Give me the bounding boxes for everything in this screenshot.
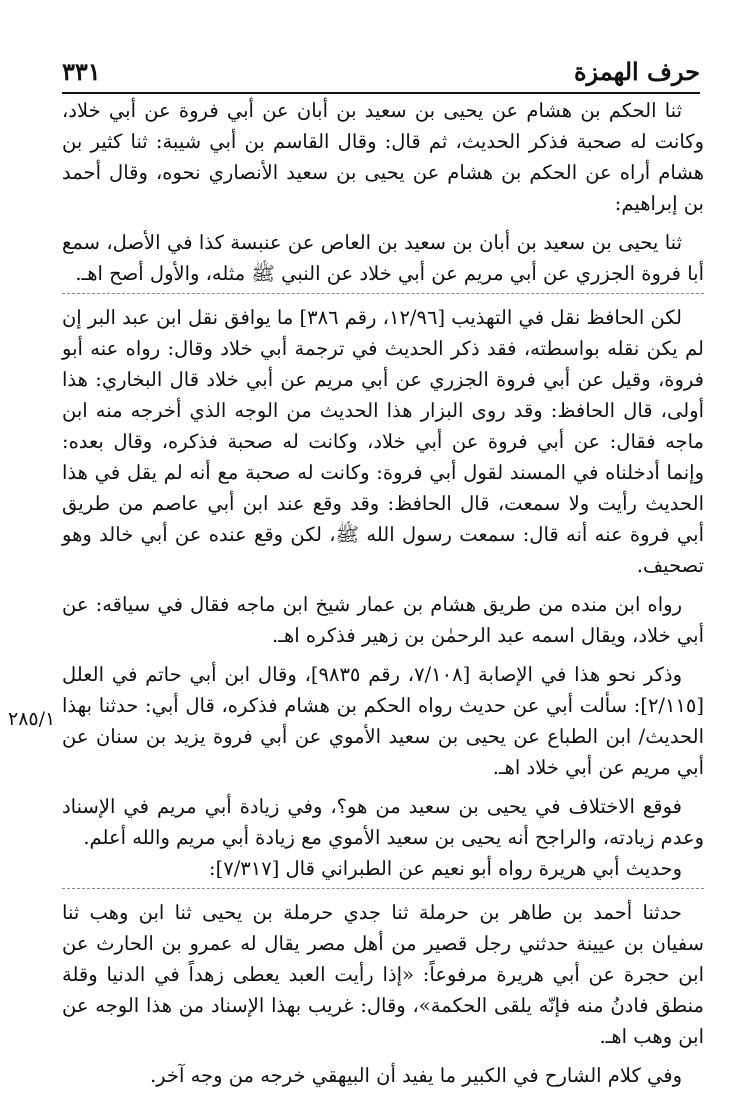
separator-rule — [62, 888, 704, 889]
chapter-title: حرف الهمزة — [573, 57, 700, 86]
page-number: ٣٣١ — [62, 57, 101, 86]
paragraph-2: ثنا يحيى بن سعيد بن أبان بن سعيد بن العاص عن عنبسة كذا في الأصل، سمع أبا فروة الجزري عن أبي مريم عن أبي خلاد عن النبي ﷺ مثله، والأول أصح اهـ. — [62, 231, 704, 285]
paragraph-3: لكن الحافظ نقل في التهذيب [١٢/٩٦، رقم ٣٨٦] ما يوافق نقل ابن عبد البر إن لم يكن نقله بواسطته، فقد ذكر الحديث في ترجمة أبي خلاد وقال: رواه عنه أبو فروة، وقيل عن أبي فروة الجزري عن أبي مريم عن أبي خلاد قال البخاري: هذا أولى، قال الحافظ: وقد روى البزار هذا الحديث من الوجه الذي أخرجه منه ابن ماجه فقال: عن أبي فروة عن أبي خلاد، وكانت له صحبة فذكره، وقال بعده: وإنما أدخلناه في المسند لقول أبي فروة: وكانت له صحبة مع أنه لم يقل في هذا الحديث رأيت ولا سمعت، قال الحافظ: وقد وقع عند ابن أبي عاصم من طريق أبي فروة عنه أنه قال: سمعت رسول الله ﷺ، لكن وقع عنده عن أبي خالد وهو تصحيف. — [61, 306, 704, 577]
paragraph-7: وحديث أبي هريرة رواه أبو نعيم عن الطبراني قال [٧/٣١٧]: — [209, 857, 682, 880]
page-body — [62, 95, 704, 1091]
paragraph-8: حدثنا أحمد بن طاهر بن حرملة ثنا جدي حرملة بن يحيى ثنا ابن وهب ثنا سفيان بن عيينة حدثني رجل قصير من أهل مصر يقال له عمرو بن الحارث عن ابن حجرة عن أبي هريرة مرفوعاً: «إذا رأيت العبد يعطى زهداً في الدنيا وقلة منطق فادنُ منه فإنّه يلقى الحكمة»، وقال: غريب بهذا الإسناد من هذا الوجه عن ابن وهب اهـ. — [62, 901, 704, 1048]
paragraph-9: وفي كلام الشارح في الكبير ما يفيد أن البيهقي خرجه من وجه آخر. — [149, 1064, 682, 1087]
paragraph-4: رواه ابن منده من طريق هشام بن عمار شيخ ابن ماجه فقال في سياقه: عن أبي خلاد، ويقال اسمه عبد الرحمٰن بن زهير فذكره اهـ. — [62, 593, 704, 647]
separator-rule — [62, 293, 704, 294]
page-header — [62, 46, 700, 94]
paragraph-1: ثنا الحكم بن هشام عن يحيى بن سعيد بن أبان عن أبي فروة عن أبي خلاد، وكانت له صحبة فذكر الحديث، ثم قال: وقال القاسم بن أبي شيبة: ثنا كثير بن هشام أراه عن الحكم بن هشام عن يحيى بن سعيد الأنصاري نحوه، وقال أحمد بن إبراهيم: — [62, 99, 704, 215]
paragraph-6: فوقع الاختلاف في يحيى بن سعيد من هو؟، وفي زيادة أبي مريم في الإسناد وعدم زيادته، والراجح أنه يحيى بن سعيد الأموي مع زيادة أبي مريم والله أعلم. — [62, 795, 704, 849]
margin-reference: ٢٨٥/١ — [8, 708, 56, 730]
paragraph-5: وذكر نحو هذا في الإصابة [٧/١٠٨، رقم ٩٨٣٥]، وقال ابن أبي حاتم في العلل [٢/١١٥]: سألت أبي عن حديث رواه الحكم بن هشام فذكره، قال أبي: حدثنا بهذا الحديث/ ابن الطباع عن يحيى بن سعيد الأموي عن أبي فروة يزيد بن سنان عن أبي مريم عن أبي خلاد اهـ. — [62, 663, 705, 779]
